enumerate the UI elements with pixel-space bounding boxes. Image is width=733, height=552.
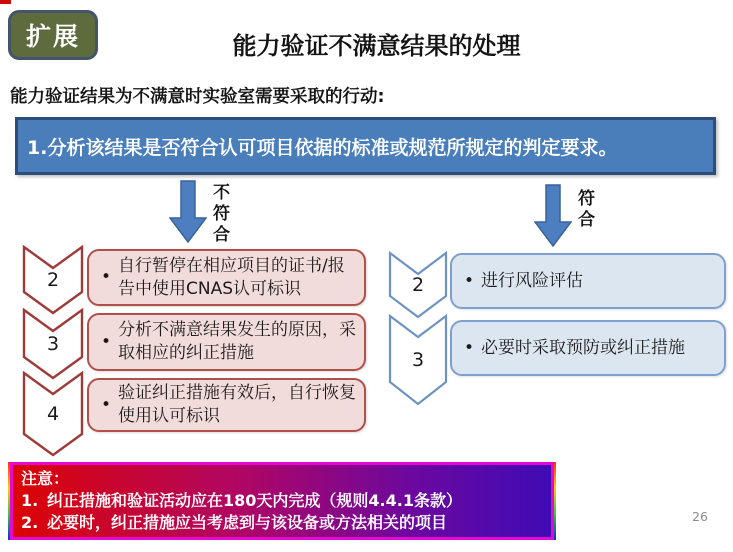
chevron-left-step-3 (22, 308, 84, 380)
down-arrow-right-icon (534, 184, 572, 248)
step-box-left-2 (87, 249, 366, 306)
step-text: 验证纠正措施有效后，自行恢复使用认可标识 (118, 383, 356, 426)
step-box-left-3 (87, 313, 366, 371)
step-number: 4 (46, 403, 60, 425)
subtitle: 能力验证结果为不满意时实验室需要采取的行动: (10, 87, 385, 107)
step-text: 必要时采取预防或纠正措施 (481, 337, 685, 358)
step-box-left-4 (87, 378, 366, 432)
step-number: 3 (46, 333, 60, 355)
bullet-icon: • (464, 270, 475, 291)
bullet-icon: • (101, 267, 112, 288)
step-number: 2 (411, 274, 425, 296)
step1-box: 1.分析该结果是否符合认可项目依据的标准或规范所规定的判定要求。 (15, 117, 716, 175)
bullet-icon: • (464, 337, 475, 358)
chevron-right-step-2 (388, 251, 448, 319)
notice-heading: 注意： (21, 469, 70, 488)
notice-item-text: 必要时，纠正措施应当考虑到与该设备或方法相关的项目 (47, 513, 448, 532)
branch-label-conform: 符合 (574, 189, 594, 231)
page-title: 能力验证不满意结果的处理 (232, 32, 521, 60)
notice-item-number: 2. (21, 513, 39, 532)
notice-item-2 (21, 512, 543, 534)
step-text: 进行风险评估 (481, 270, 583, 291)
step-text: 分析不满意结果发生的原因，采取相应的纠正措施 (118, 320, 356, 363)
notice-item-number: 1. (21, 491, 39, 510)
down-arrow-left-icon (169, 180, 207, 244)
bullet-icon: • (101, 331, 112, 352)
branch-label-nonconform: 不符合 (209, 183, 229, 246)
notice-item-1 (21, 490, 543, 512)
bullet-icon: • (101, 394, 112, 415)
page-number: 26 (692, 509, 708, 524)
step-box-right-2 (450, 253, 726, 309)
step-text: 自行暂停在相应项目的证书/报告中使用CNAS认可标识 (118, 255, 345, 299)
notice-box (8, 462, 556, 540)
corner-red-mark (0, 0, 11, 4)
expand-badge: 扩展 (8, 10, 98, 60)
chevron-left-step-2 (22, 245, 84, 315)
step-number: 3 (411, 349, 425, 371)
chevron-left-step-4 (22, 371, 84, 457)
notice-item-text: 纠正措施和验证活动应在180天内完成（规则4.4.1条款） (47, 491, 462, 510)
chevron-right-step-3 (388, 314, 448, 406)
step-number: 2 (46, 269, 60, 291)
step-box-right-3 (450, 320, 726, 376)
